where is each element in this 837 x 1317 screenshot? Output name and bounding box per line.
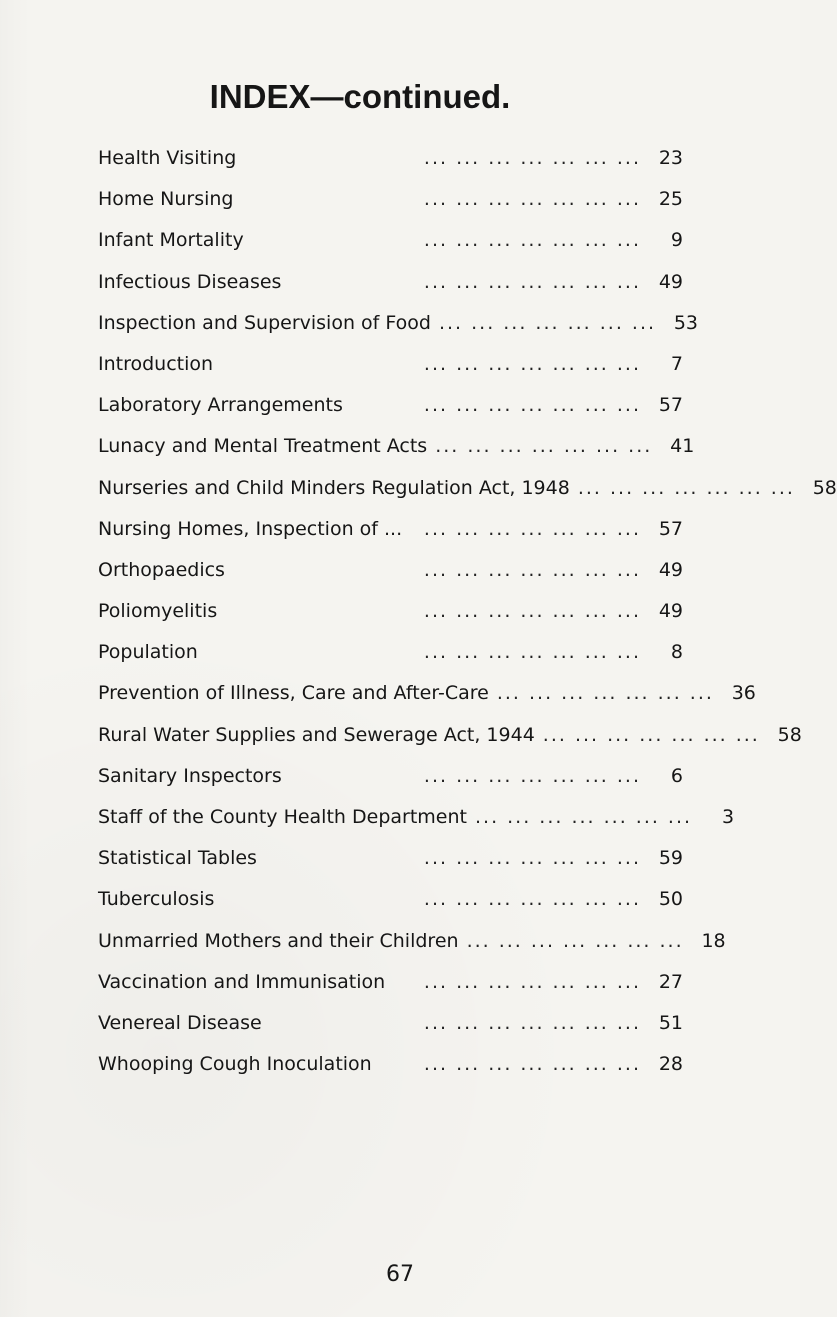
index-entry-page: 9 bbox=[670, 229, 683, 252]
leader-dots: ... ... ... ... ... ... ... bbox=[577, 476, 795, 499]
leader-dots: ... ... ... ... ... ... ... bbox=[496, 682, 714, 705]
leader-dots: ... ... ... ... ... ... ... bbox=[423, 1053, 641, 1076]
index-entry-page: 25 bbox=[658, 188, 683, 211]
index-entry-label: Lunacy and Mental Treatment Acts bbox=[98, 435, 428, 458]
index-entry-label: Nurseries and Child Minders Regulation Act, 1948 bbox=[98, 476, 570, 499]
leader-dots: ... ... ... ... ... ... ... bbox=[423, 600, 641, 623]
index-entry-page: 58 bbox=[812, 476, 837, 499]
index-entry-label: Vaccination and Immunisation bbox=[98, 970, 386, 993]
index-entry bbox=[98, 971, 683, 1012]
index-entry-page: 18 bbox=[701, 929, 726, 952]
leader-dots: ... ... ... ... ... ... ... bbox=[423, 888, 641, 911]
index-entry bbox=[98, 682, 756, 723]
index-entry bbox=[98, 1053, 683, 1094]
leader-dots: ... ... ... ... ... ... ... bbox=[423, 147, 641, 169]
index-entry-label: Infant Mortality bbox=[98, 229, 244, 252]
index-entry-page: 23 bbox=[658, 147, 683, 169]
index-entry-page: 6 bbox=[670, 764, 683, 787]
leader-dots: ... ... ... ... ... ... ... bbox=[423, 764, 641, 787]
index-entry bbox=[98, 1012, 683, 1053]
index-entry-page: 58 bbox=[777, 723, 802, 746]
index-entry-page: 50 bbox=[658, 888, 683, 911]
leader-dots: ... ... ... ... ... ... ... bbox=[423, 229, 641, 252]
index-entry bbox=[98, 723, 802, 765]
index-entry-label: Sanitary Inspectors bbox=[98, 764, 282, 787]
index-entry bbox=[98, 271, 683, 312]
index-entry bbox=[98, 394, 683, 435]
leader-dots: ... ... ... ... ... ... ... bbox=[438, 311, 657, 334]
leader-dots: ... ... ... ... ... ... ... bbox=[423, 970, 641, 993]
index-entry bbox=[98, 435, 695, 476]
index-entry-page: 57 bbox=[658, 394, 683, 417]
index-entry bbox=[98, 600, 683, 641]
index-entry-label: Infectious Diseases bbox=[98, 270, 282, 293]
index-entry-label: Orthopaedics bbox=[98, 558, 225, 581]
leader-dots: ... ... ... ... ... ... ... bbox=[542, 723, 760, 746]
index-entry-page: 7 bbox=[670, 352, 683, 375]
index-entry bbox=[98, 188, 683, 229]
index-entry-page: 49 bbox=[658, 270, 683, 293]
index-entry bbox=[98, 476, 837, 518]
index-entry-page: 53 bbox=[673, 311, 699, 334]
index-entry bbox=[98, 641, 683, 682]
index-heading: INDEX—continued. bbox=[209, 78, 511, 115]
index-entry-page: 36 bbox=[731, 682, 756, 705]
index-entry-page: 8 bbox=[670, 641, 683, 664]
index-entry-label: Staff of the County Health Department bbox=[98, 806, 467, 828]
index-entry-page: 49 bbox=[658, 558, 683, 581]
index-entry bbox=[98, 229, 683, 270]
index-entry-page: 27 bbox=[658, 970, 683, 993]
index-entry-label: Laboratory Arrangements bbox=[98, 394, 343, 417]
index-entry-label: Nursing Homes, Inspection of ... bbox=[98, 517, 403, 540]
index-entry bbox=[98, 311, 699, 353]
index-entry-label: Venereal Disease bbox=[98, 1011, 262, 1034]
index-entry-label: Whooping Cough Inoculation bbox=[98, 1053, 372, 1076]
index-entry bbox=[98, 353, 683, 394]
index-entry bbox=[98, 847, 683, 888]
index-entry bbox=[98, 518, 683, 559]
index-entry bbox=[98, 559, 683, 600]
index-entry-label: Inspection and Supervision of Food bbox=[98, 311, 431, 334]
leader-dots: ... ... ... ... ... ... ... bbox=[423, 517, 641, 540]
leader-dots: ... ... ... ... ... ... ... bbox=[474, 806, 693, 828]
index-entry bbox=[98, 929, 726, 971]
index-entry-label: Population bbox=[98, 641, 198, 664]
index-entry-label: Tuberculosis bbox=[98, 888, 215, 911]
index-entry-label: Health Visiting bbox=[98, 147, 237, 169]
index-entry-page: 59 bbox=[658, 847, 683, 870]
leader-dots: ... ... ... ... ... ... ... bbox=[423, 352, 641, 375]
index-entry-label: Home Nursing bbox=[98, 188, 234, 211]
leader-dots: ... ... ... ... ... ... ... bbox=[423, 188, 641, 211]
index-entry-label: Introduction bbox=[98, 352, 214, 375]
index-entry bbox=[98, 888, 683, 929]
leader-dots: ... ... ... ... ... ... ... bbox=[423, 641, 641, 664]
index-entry-page: 51 bbox=[658, 1011, 683, 1034]
index-entry bbox=[98, 147, 683, 188]
leader-dots: ... ... ... ... ... ... ... bbox=[423, 558, 641, 581]
leader-dots: ... ... ... ... ... ... ... bbox=[435, 435, 653, 458]
index-entry-label: Unmarried Mothers and their Children bbox=[98, 929, 459, 952]
index-entry-label: Prevention of Illness, Care and After-Care bbox=[98, 682, 489, 705]
index-list bbox=[98, 147, 837, 1094]
index-entry bbox=[98, 806, 735, 847]
index-entry-label: Rural Water Supplies and Sewerage Act, 1944 bbox=[98, 723, 535, 746]
leader-dots: ... ... ... ... ... ... ... bbox=[423, 270, 641, 293]
leader-dots: ... ... ... ... ... ... ... bbox=[423, 1011, 641, 1034]
page-number: 67 bbox=[386, 1262, 414, 1287]
index-entry-page: 49 bbox=[658, 600, 683, 623]
index-entry-page: 57 bbox=[658, 517, 683, 540]
index-entry-page: 41 bbox=[670, 435, 695, 458]
leader-dots: ... ... ... ... ... ... ... bbox=[423, 847, 641, 870]
leader-dots: ... ... ... ... ... ... ... bbox=[423, 394, 641, 417]
index-entry bbox=[98, 765, 683, 806]
leader-dots: ... ... ... ... ... ... ... bbox=[466, 929, 684, 952]
index-entry-page: 3 bbox=[721, 806, 735, 828]
index-entry-label: Poliomyelitis bbox=[98, 600, 218, 623]
index-entry-label: Statistical Tables bbox=[98, 847, 257, 870]
index-entry-page: 28 bbox=[658, 1053, 683, 1076]
